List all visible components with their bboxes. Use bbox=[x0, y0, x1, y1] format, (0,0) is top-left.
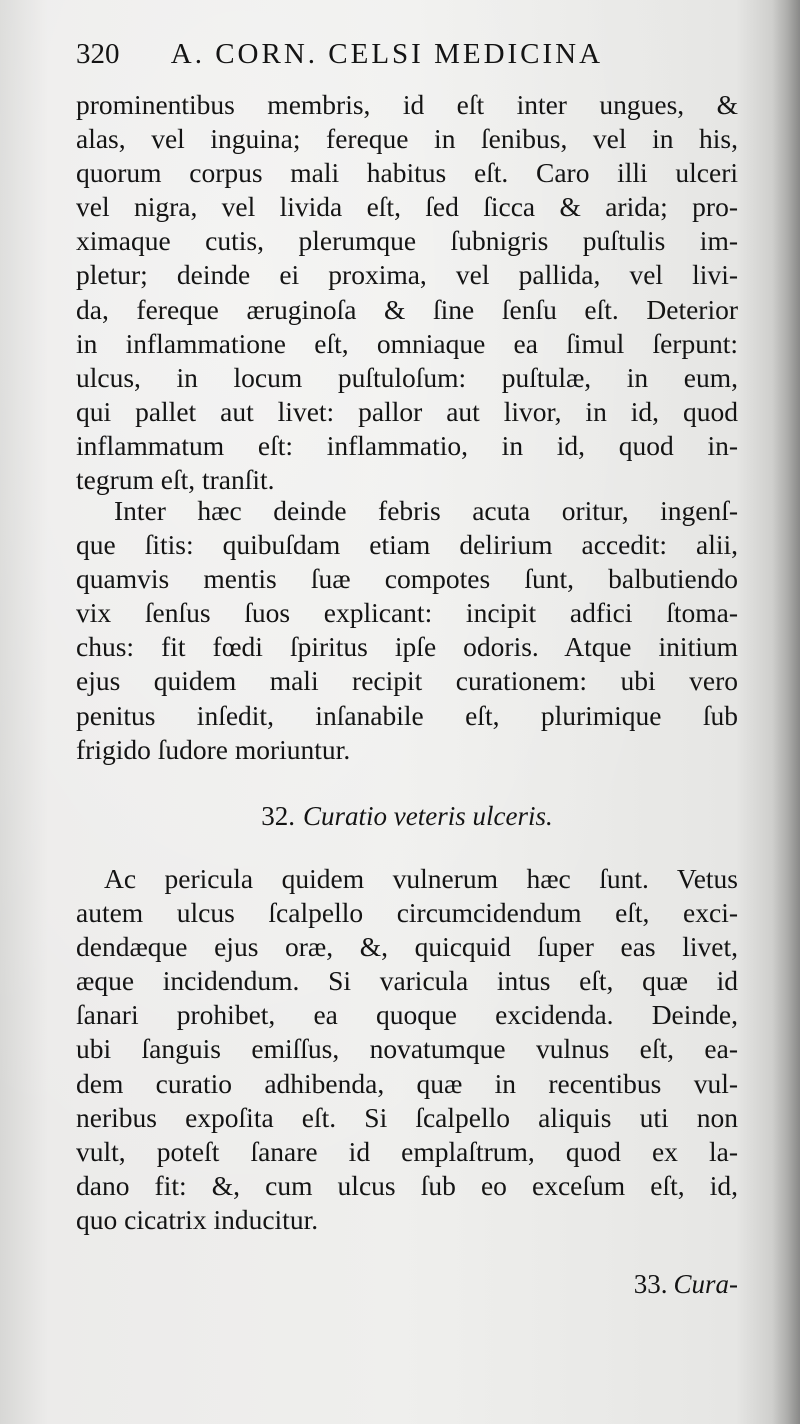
text-line: dano fit: &, cum ulcus ſub eo exceſum eſt, id, bbox=[76, 1169, 738, 1201]
text-line: quo cicatrix inducitur. bbox=[76, 1203, 319, 1235]
text-line: penitus inſedit, inſanabile eſt, plurimique ſub bbox=[76, 699, 738, 731]
text-line: que ſitis: quibuſdam etiam delirium accedit: alii, bbox=[76, 529, 738, 561]
text-line: neribus expoſita eſt. Si ſcalpello aliquis uti non bbox=[76, 1101, 738, 1133]
paragraph-1 bbox=[76, 88, 738, 497]
text-line: inflammatum eſt: inflammatio, in id, quod in- bbox=[76, 429, 738, 461]
page-number: 320 bbox=[76, 38, 120, 70]
text-line: Inter hæc deinde febris acuta oritur, ingenſ- bbox=[114, 495, 738, 526]
text-line: tegrum eſt, tranſit. bbox=[76, 464, 275, 496]
text-line: ſanari prohibet, ea quoque excidenda. Deinde, bbox=[76, 999, 738, 1031]
paragraph-3 bbox=[76, 862, 738, 1237]
text-line: alas, vel inguina; fereque in ſenibus, vel in his, bbox=[76, 123, 738, 155]
page-gutter-shadow bbox=[772, 0, 800, 1424]
text-line: vult, poteſt ſanare id emplaſtrum, quod ex la- bbox=[76, 1135, 738, 1167]
section-number: 32. bbox=[261, 801, 295, 831]
text-line: vel nigra, vel livida eſt, ſed ſicca & arida; pro- bbox=[76, 191, 738, 223]
text-line: qui pallet aut livet: pallor aut livor, in id, quod bbox=[76, 395, 738, 427]
running-title: A. CORN. CELSI MEDICINA bbox=[170, 38, 604, 70]
text-line: in inflammatione eſt, omniaque ea ſimul ſerpunt: bbox=[76, 327, 738, 359]
text-line: pletur; deinde ei proxima, vel pallida, vel livi- bbox=[76, 259, 738, 291]
text-line: prominentibus membris, id eſt inter ungues, & bbox=[76, 89, 738, 120]
text-line: autem ulcus ſcalpello circumcidendum eſt, exci- bbox=[76, 897, 738, 929]
text-line: ejus quidem mali recipit curationem: ubi vero bbox=[76, 665, 738, 697]
text-line: ximaque cutis, plerumque ſubnigris puſtulis im- bbox=[76, 225, 738, 257]
running-header bbox=[76, 34, 736, 74]
section-heading bbox=[76, 798, 738, 834]
text-line: quamvis mentis ſuæ compotes ſunt, balbutiendo bbox=[76, 563, 738, 595]
catchword-word: Cura- bbox=[673, 1269, 738, 1299]
text-line: ubi ſanguis emiſſus, novatumque vulnus eſt, ea- bbox=[76, 1033, 738, 1065]
paragraph-2 bbox=[76, 494, 738, 767]
text-line: da, fereque æruginoſa & ſine ſenſu eſt. Deterior bbox=[76, 293, 738, 325]
text-line: Ac pericula quidem vulnerum hæc ſunt. Vetus bbox=[104, 863, 738, 894]
catchword bbox=[560, 1266, 738, 1302]
text-line: dem curatio adhibenda, quæ in recentibus vul- bbox=[76, 1067, 738, 1099]
text-line: ulcus, in locum puſtuloſum: puſtulæ, in eum, bbox=[76, 361, 738, 393]
section-title: Curatio veteris ulceris. bbox=[303, 801, 553, 831]
text-line: æque incidendum. Si varicula intus eſt, quæ id bbox=[76, 965, 738, 997]
text-line: chus: fit fœdi ſpiritus ipſe odoris. Atque initium bbox=[76, 631, 738, 663]
catchword-number: 33. bbox=[633, 1269, 668, 1299]
text-line: frigido ſudore moriuntur. bbox=[76, 733, 351, 765]
text-line: vix ſenſus ſuos explicant: incipit adfici ſtoma- bbox=[76, 597, 738, 629]
text-line: dendæque ejus oræ, &, quicquid ſuper eas livet, bbox=[76, 931, 738, 963]
text-line: quorum corpus mali habitus eſt. Caro illi ulceri bbox=[76, 157, 738, 189]
